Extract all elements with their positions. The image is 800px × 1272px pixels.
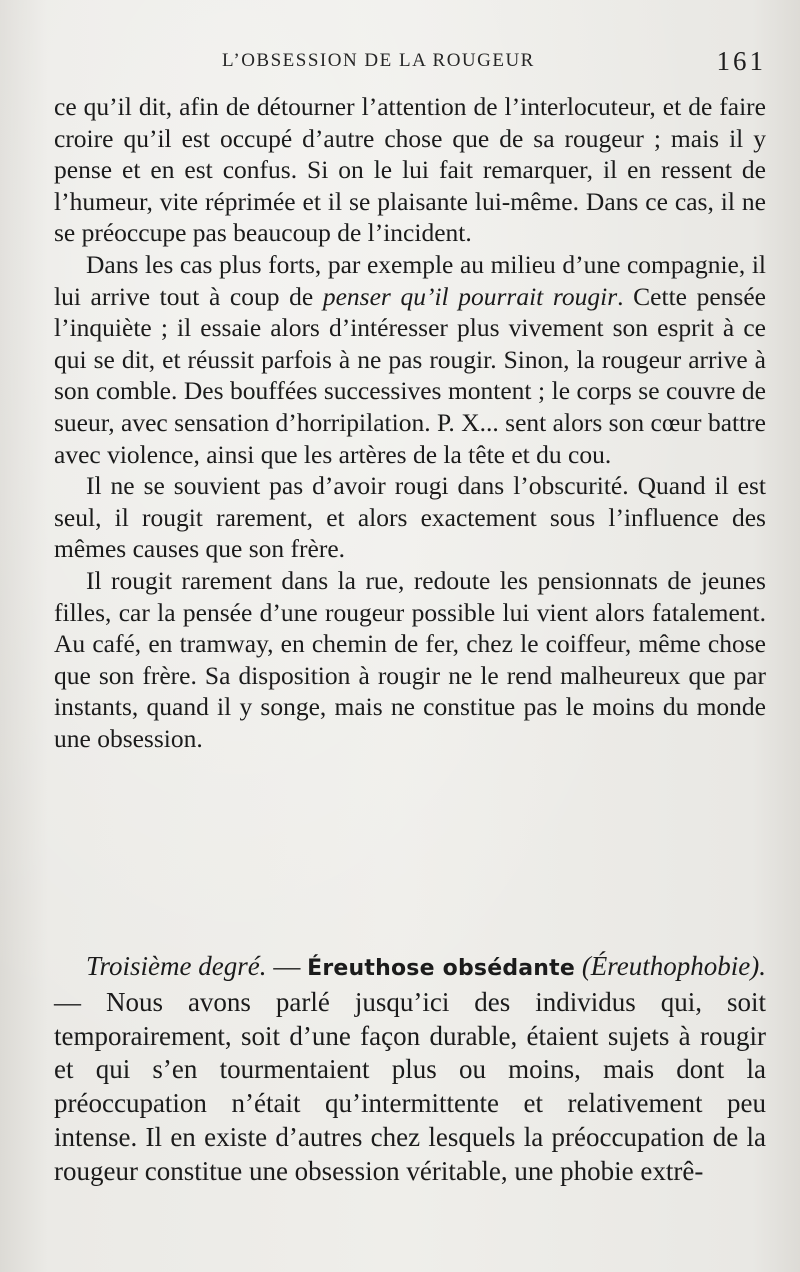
section-heading: Éreuthose obsédante	[307, 956, 576, 981]
paragraph-street: Il rougit rarement dans la rue, redoute les pensionnats de jeunes filles, car la pensée d’une rougeur possible lui vient alors fatalement. Au café, en tramway, en chemin de fer, chez le coiffeur, même chose que son frère. Sa disposition à rougir ne le rend malheureux que par instants, quand il y songe, mais ne constitue pas le moins du monde une obsession.	[54, 565, 766, 753]
section-paragraph	[54, 950, 766, 1189]
paragraph-continued: ce qu’il dit, afin de détourner l’attention de l’interlocuteur, et de faire croire qu’il est occupé d’autre chose que de sa rougeur ; mais il y pense et en est confus. Si on le lui fait remarquer, il en ressent de l’humeur, vite réprimée et il se plaisante lui-même. Dans ce cas, il ne se préoccupe pas beaucoup de l’incident.	[54, 92, 766, 248]
running-title: L’OBSESSION DE LA ROUGEUR	[222, 50, 535, 71]
page-number: 161	[716, 46, 766, 76]
paragraph-text: . Cette pensée l’inquiète ; il essaie alors d’intéresser plus vivement son esprit à ce qui se dit, et réussit parfois à ne pas rougir. Sinon, la rougeur arrive à son comble. Des bouffées successives montent ; le corps se couvre de sueur, avec sensation d’horripilation. P. X... sent alors son cœur battre avec violence, ainsi que les artères de la tête et du cou.	[54, 281, 766, 469]
body-text	[54, 91, 766, 754]
section-dash: —	[266, 951, 308, 981]
paragraph-text: Dans les cas plus forts, par exemple au milieu d’une compagnie, il lui arrive tout à coup de	[54, 249, 766, 311]
section-degree-label: Troisième degré.	[86, 951, 267, 981]
italic-phrase: penser qu’il pourrait rougir	[322, 281, 618, 311]
paragraph-darkness: Il ne se souvient pas d’avoir rougi dans l’obscurité. Quand il est seul, il rougit rarement, et alors exactement sous l’influence des mêmes causes que son frère.	[54, 471, 766, 564]
paragraph-stronger-cases	[54, 249, 766, 470]
running-head	[54, 46, 766, 76]
section-alt-name: (Éreuthophobie).	[575, 951, 767, 981]
section-third-degree	[54, 950, 766, 1189]
section-body: — Nous avons parlé jusqu’ici des individus qui, soit temporairement, soit d’une façon durable, étaient sujets à rougir et qui s’en tourmentaient plus ou moins, mais dont la préoccupation n’était qu’intermittente et relativement peu intense. Il en existe d’autres chez lesquels la préoccupation de la rougeur constitue une obsession véritable, une phobie extrê-	[54, 986, 766, 1186]
